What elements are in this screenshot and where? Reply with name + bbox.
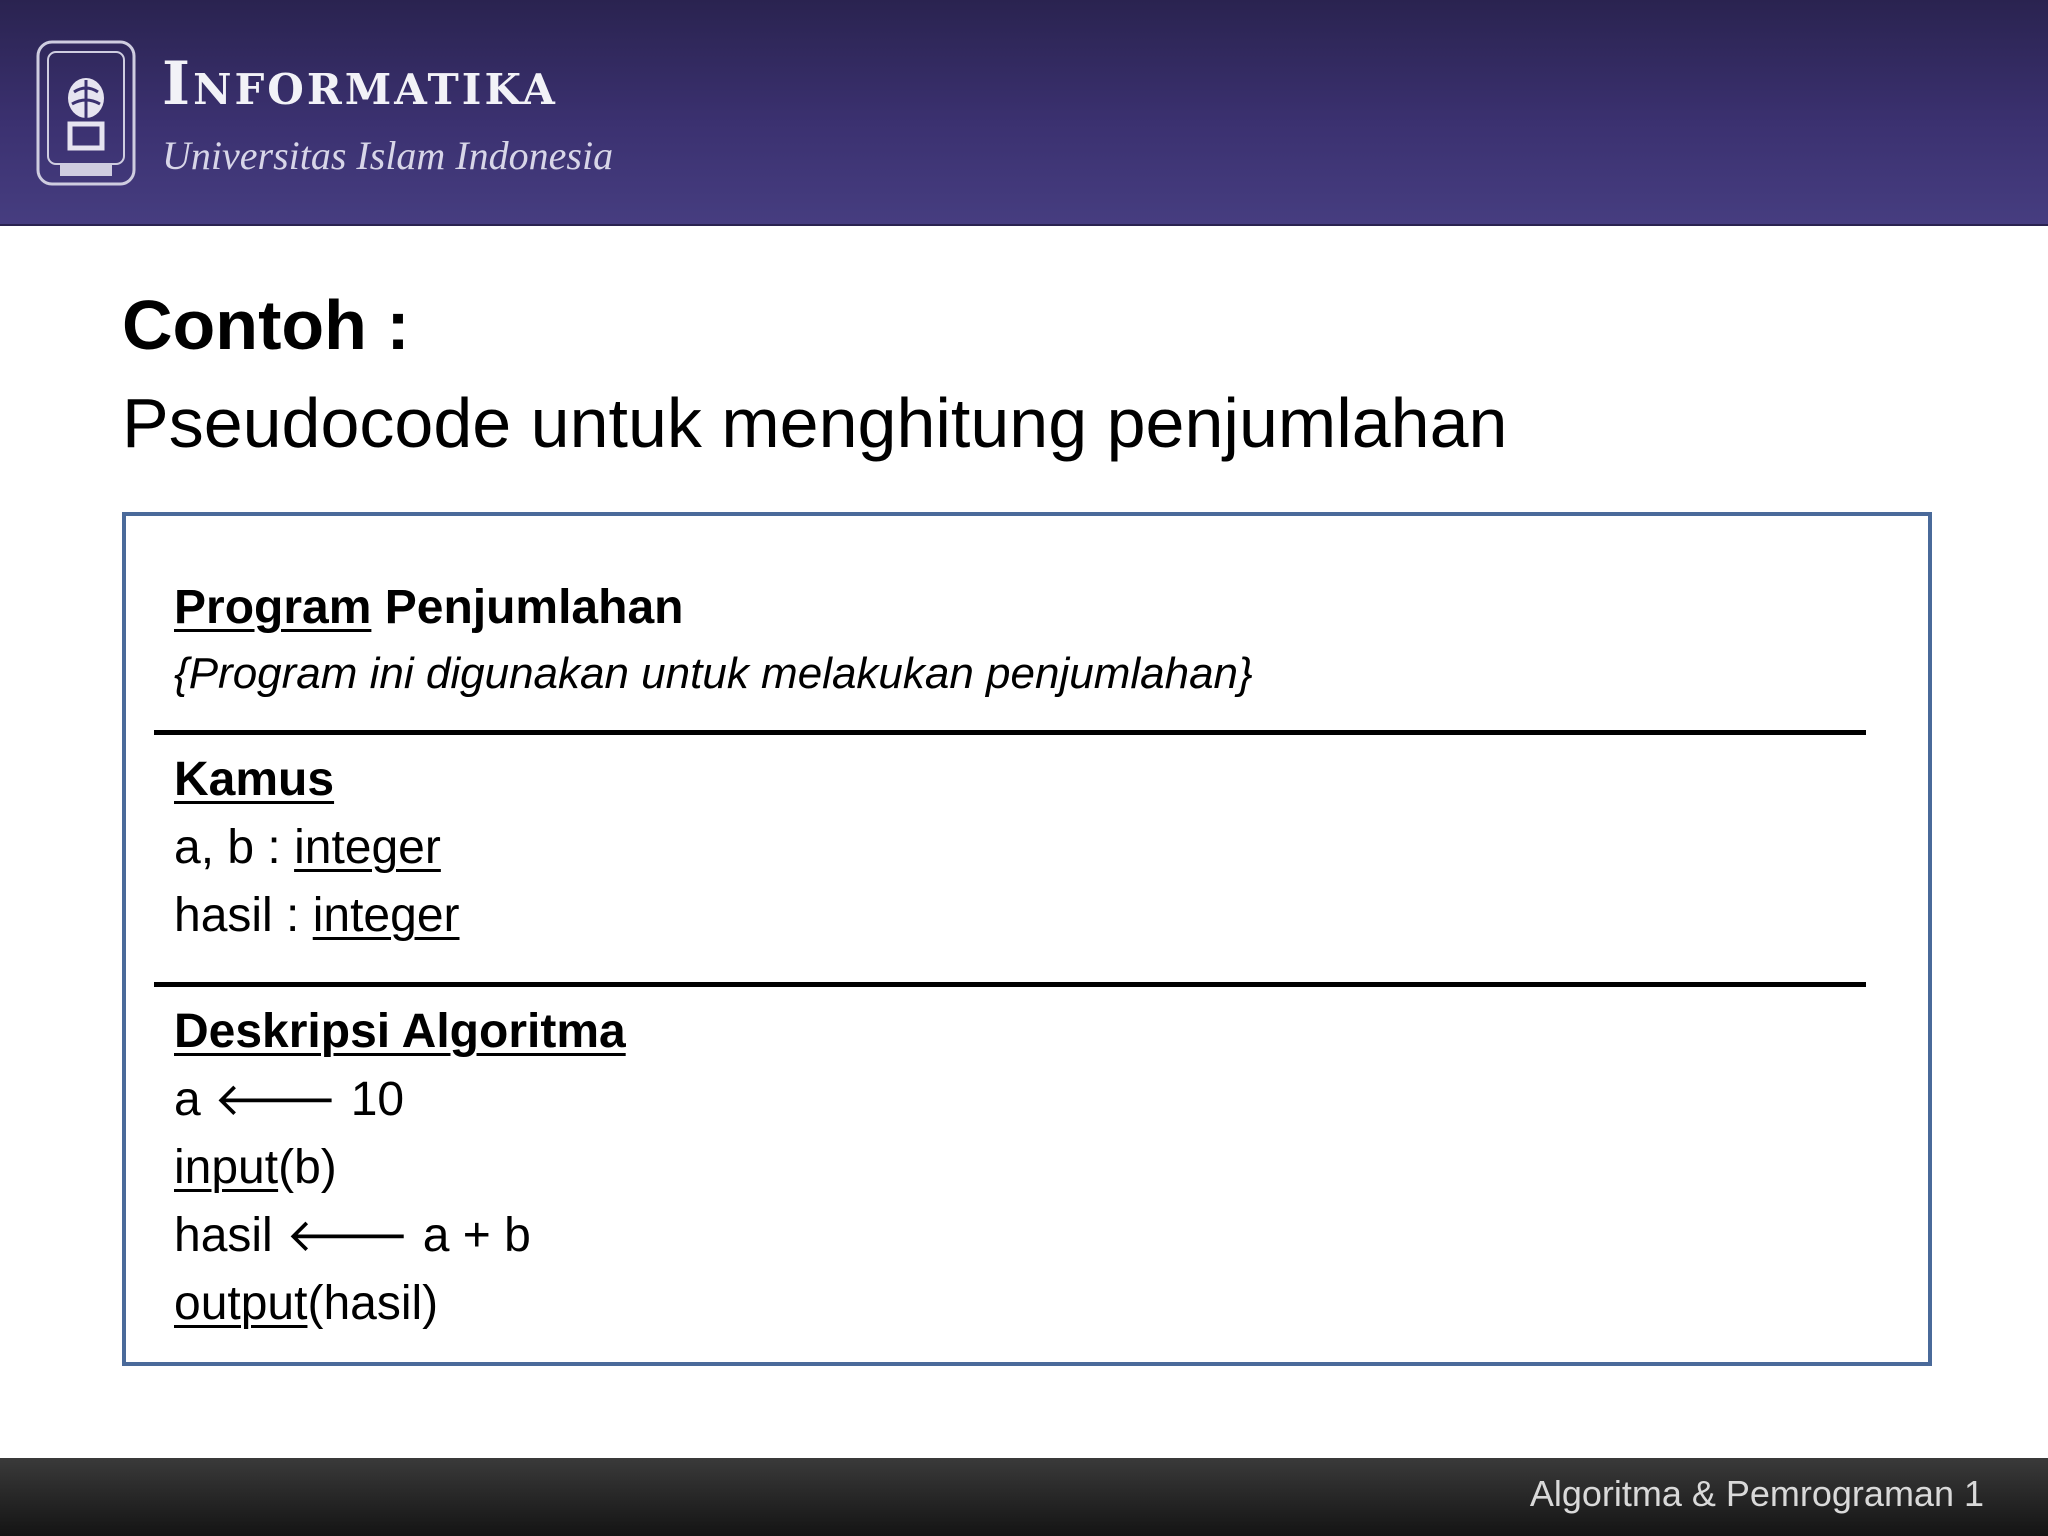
kamus-vars-hasil: hasil : [174, 889, 313, 942]
kamus-line-ab [174, 821, 441, 874]
algo-line-assign-hasil [174, 1208, 531, 1262]
slide-subtitle: Pseudocode untuk menghitung penjumlahan [122, 384, 1508, 462]
section-divider [154, 730, 1866, 735]
footer-band [0, 1458, 2048, 1536]
kamus-vars-ab: a, b : [174, 821, 295, 874]
uii-logo-icon [36, 40, 136, 186]
algo-var-a: a [174, 1073, 215, 1126]
input-keyword: input [174, 1141, 279, 1194]
left-arrow-icon: 🡐 [286, 1208, 410, 1262]
input-arg: (b) [278, 1141, 337, 1194]
kamus-type-hasil: integer [312, 889, 460, 942]
algo-value-10: 10 [337, 1073, 405, 1126]
algo-line-output [174, 1277, 439, 1330]
program-name: Penjumlahan [371, 581, 684, 634]
brand-name: Informatika [162, 49, 558, 119]
program-keyword: Program [174, 581, 372, 634]
algo-line-assign-a [174, 1072, 405, 1126]
brand-tagline: Universitas Islam Indonesia [162, 133, 614, 178]
course-name: Algoritma & Pemrograman 1 [1529, 1473, 1984, 1514]
output-arg: (hasil) [307, 1277, 439, 1330]
left-arrow-icon: 🡐 [214, 1072, 338, 1126]
header-band [0, 0, 2048, 226]
kamus-line-hasil [174, 889, 460, 942]
algo-expr-sum: a + b [409, 1209, 531, 1262]
program-header [174, 581, 684, 634]
slide-title: Contoh : [122, 286, 410, 364]
kamus-heading: Kamus [174, 753, 335, 806]
section-divider [154, 982, 1866, 987]
deskripsi-heading: Deskripsi Algoritma [174, 1005, 626, 1058]
program-comment: {Program ini digunakan untuk melakukan penjumlahan} [174, 649, 1253, 698]
algo-var-hasil: hasil [174, 1209, 287, 1262]
output-keyword: output [174, 1277, 308, 1330]
kamus-type-ab: integer [294, 821, 441, 874]
algo-line-input [174, 1141, 337, 1194]
